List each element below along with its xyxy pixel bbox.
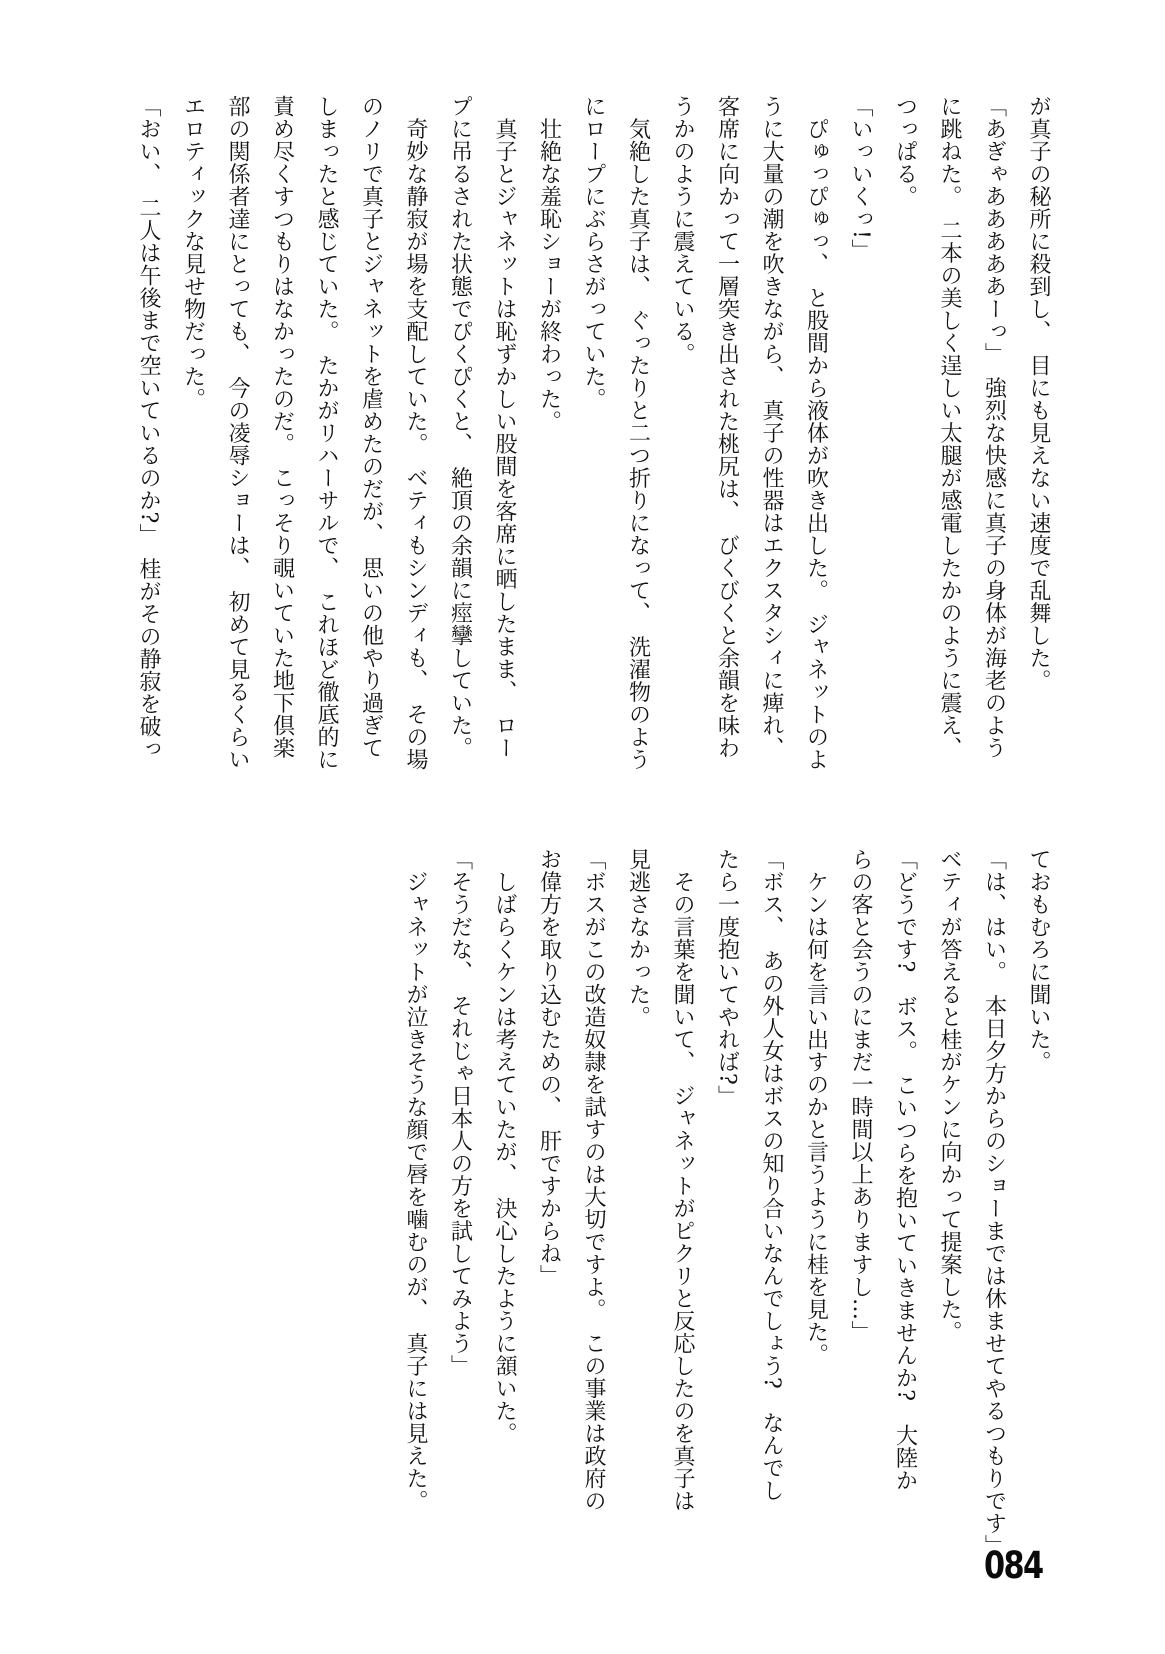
text-column: ベティが答えると桂がケンに向かって提案した。 (937, 848, 962, 1343)
text-column: 壮絶な羞恥ショーが終わった。 (536, 95, 562, 433)
text-block-lower (393, 848, 1061, 1557)
text-column: のノリで真子とジャネットを虐めたのだが、 思いの他やり過ぎて (358, 95, 384, 759)
text-column: 気絶した真子は、 ぐったりと二つ折りになって、 洗濯物のよう (625, 95, 651, 771)
text-column: 責め尽くすつもりはなかったのだ。 こっそり覗いていた地下倶楽 (269, 95, 295, 759)
text-column: 「そうだな、 それじゃ日本人の方を試してみよう」 (447, 848, 473, 1377)
text-column: に跳ねた。 二本の美しく逞しい太腿が感電したかのように震え、 (937, 95, 962, 759)
text-column: 真子とジャネットは恥ずかしい股間を客席に晒したまま、 ロー (492, 95, 517, 759)
text-column: その言葉を聞いて、 ジャネットがピクリと反応したのを真子は (670, 848, 695, 1512)
text-column: しまったと感じていた。 たかがリハーサルで、 これほど徹底的に (314, 95, 339, 771)
page-number: 084 (984, 1544, 1043, 1587)
text-column: らの客と会うのにまだ一時間以上ありますし…」 (848, 848, 873, 1343)
text-column: 「ボスがこの改造奴隷を試すのは大切ですよ。 この事業は政府の (581, 848, 606, 1512)
text-column: エロティックな見せ物だった。 (180, 95, 206, 410)
text-column: 「いっいくっ!」 (848, 95, 873, 262)
text-column: お偉方を取り込むための、 肝ですからね」 (536, 848, 562, 1287)
text-column: 「は、はい。 本日夕方からのショーまでは休ませてやるつもりです」 (981, 848, 1007, 1557)
text-column: が真子の秘所に殺到し、 目にも見えない速度で乱舞した。 (1026, 95, 1051, 692)
text-column: ておもむろに聞いた。 (1026, 848, 1051, 1073)
text-column: しばらくケンは考えていたが、 決心したように頷いた。 (492, 848, 517, 1445)
text-column: ジャネットが泣きそうな顔で唇を噛むのが、 真子には見えた。 (403, 848, 428, 1512)
text-column: プに吊るされた状態でぴくぴくと、 絶頂の余韻に痙攣していた。 (447, 95, 473, 759)
text-column: ケンは何を言い出すのかと言うように桂を見た。 (803, 848, 829, 1366)
text-column: にロープにぶらさがっていた。 (581, 95, 606, 410)
text-column: うかのように震えている。 (670, 95, 695, 365)
text-column: たら一度抱いてやれば?」 (714, 848, 740, 1108)
text-column: つっぱる。 (892, 95, 918, 208)
text-column: 客席に向かって一層突き出された桃尻は、 びくびくと余韻を味わ (714, 95, 740, 759)
text-block-upper (126, 95, 1061, 771)
text-column: 「ボス、 あの外人女はボスの知り合いなんでしょう? なんでし (759, 848, 784, 1502)
text-column: うに大量の潮を吹きながら、 真子の性器はエクスタシィに痺れ、 (759, 95, 784, 759)
text-column: 「どうです? ボス。 こいつらを抱いていきませんか? 大陸か (892, 848, 918, 1492)
text-column: ぴゅっぴゅっ、 と股間から液体が吹き出した。 ジャネットのよ (803, 95, 829, 771)
text-column: 部の関係者達にとっても、 今の凌辱ショーは、 初めて見るくらい (225, 95, 250, 771)
text-column: 見逃さなかった。 (625, 848, 651, 1028)
text-column: 「あぎゃあああああーっ」 強烈な快感に真子の身体が海老のよう (981, 95, 1007, 759)
text-column: 「おい、 二人は午後まで空いているのか?」 桂がその静寂を破っ (136, 95, 161, 761)
text-column: 奇妙な静寂が場を支配していた。 ベティもシンディも、 その場 (403, 95, 428, 771)
